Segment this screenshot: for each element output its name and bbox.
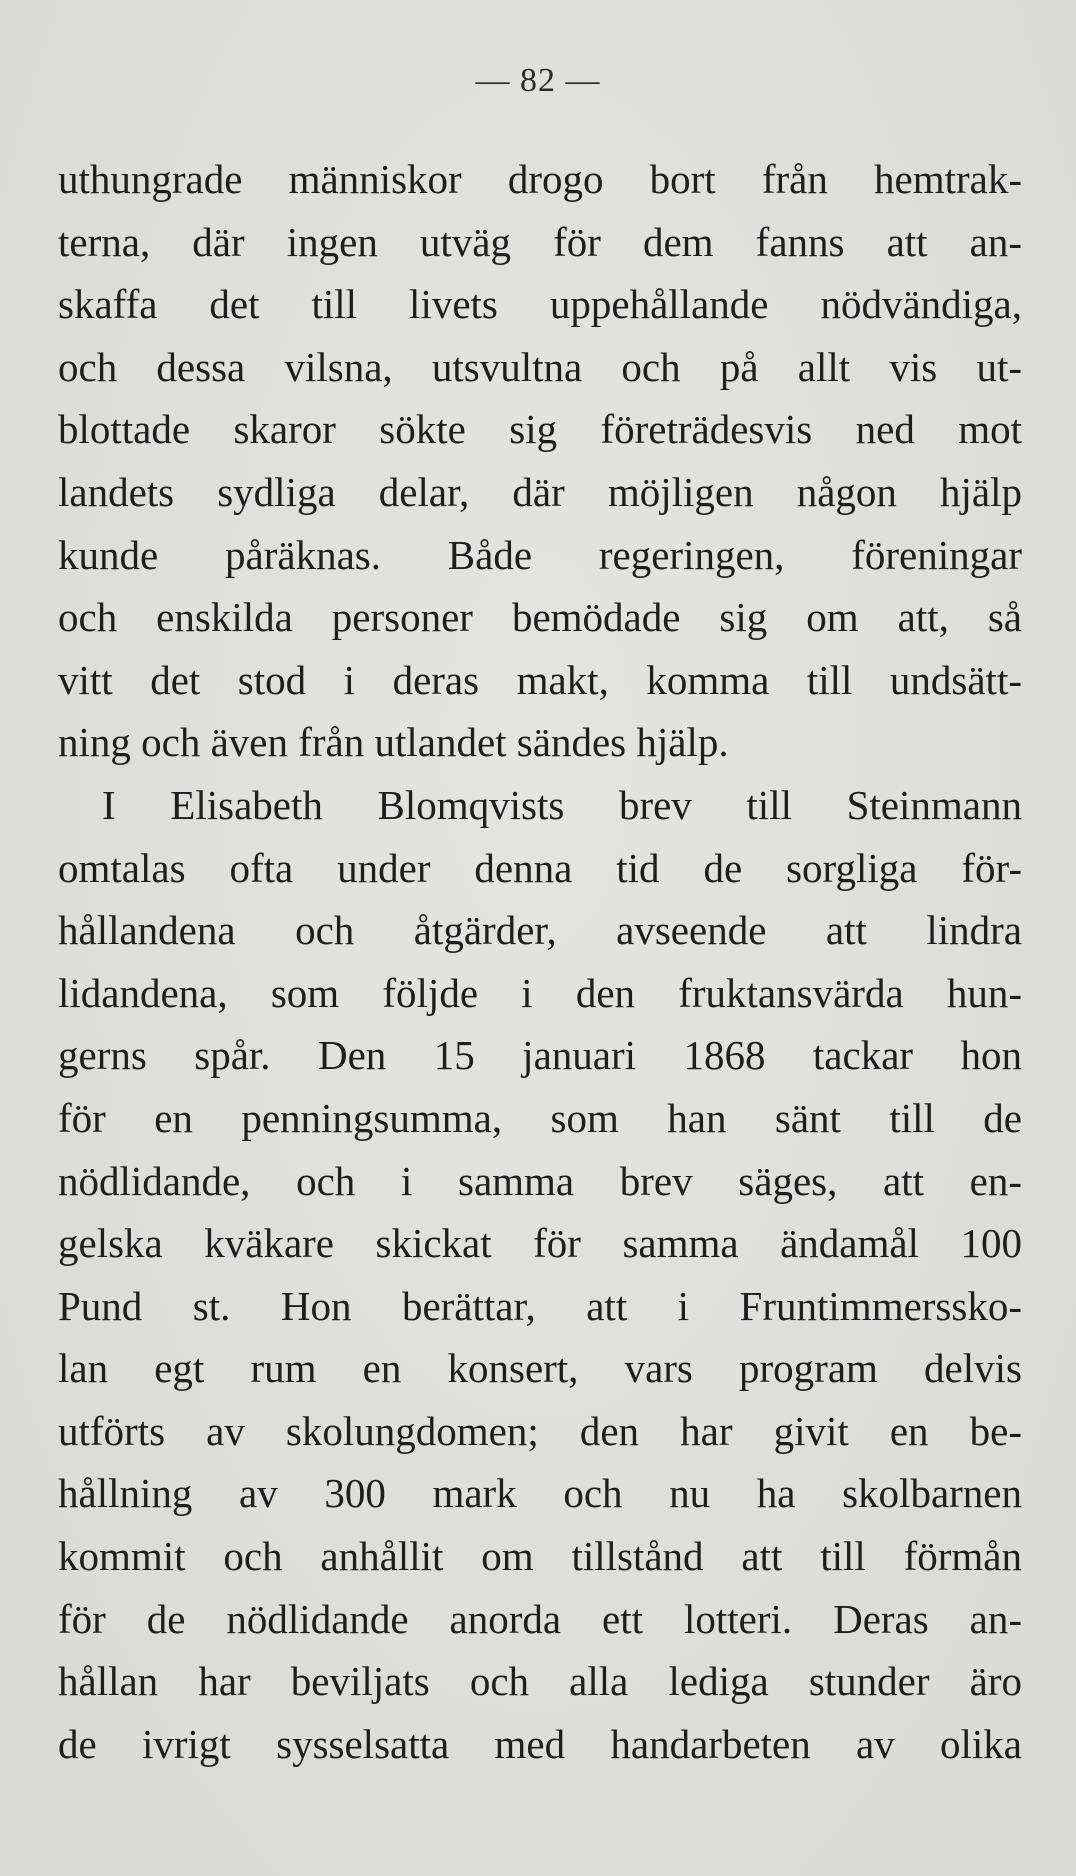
text-line: vitt det stod i deras makt, komma till undsätt- <box>58 656 1022 703</box>
text-line: hållan har beviljats och alla lediga stunder äro <box>58 1658 1022 1705</box>
page-number: — 82 — <box>475 62 601 99</box>
text-line: lidandena, som följde i den fruktansvärda hun- <box>58 969 1022 1016</box>
paragraph-first-line: I Elisabeth Blomqvists brev till Steinmann <box>102 781 1022 828</box>
paragraph-last-line: ning och även från utlandet sändes hjälp. <box>58 719 729 766</box>
text-line: och enskilda personer bemödade sig om att, så <box>58 594 1022 641</box>
text-line: omtalas ofta under denna tid de sorgliga för- <box>58 844 1022 891</box>
text-line: de ivrigt sysselsatta med handarbeten av olika <box>58 1720 1022 1767</box>
text-line: landets sydliga delar, där möjligen någon hjälp <box>58 468 1022 515</box>
text-line: kommit och anhållit om tillstånd att till förmån <box>58 1533 1022 1580</box>
text-line: hållning av 300 mark och nu ha skolbarnen <box>58 1470 1022 1517</box>
text-line: för en penningsumma, som han sänt till de <box>58 1094 1022 1141</box>
text-line: gerns spår. Den 15 januari 1868 tackar hon <box>58 1032 1022 1079</box>
text-line: terna, där ingen utväg för dem fanns att an- <box>58 218 1022 265</box>
text-line: för de nödlidande anorda ett lotteri. Deras an- <box>58 1595 1022 1642</box>
text-line: utförts av skolungdomen; den har givit en be- <box>58 1407 1022 1454</box>
text-line: Pund st. Hon berättar, att i Fruntimmerssko- <box>58 1282 1022 1329</box>
text-line: lan egt rum en konsert, vars program delvis <box>58 1345 1022 1392</box>
body-text <box>58 148 1022 1775</box>
text-line: skaffa det till livets uppehållande nödvändiga, <box>58 281 1022 328</box>
text-line: gelska kväkare skickat för samma ändamål 100 <box>58 1220 1022 1267</box>
text-line: blottade skaror sökte sig företrädesvis ned mot <box>58 406 1022 453</box>
text-line: uthungrade människor drogo bort från hemtrak- <box>58 156 1022 202</box>
text-line: nödlidande, och i samma brev säges, att en- <box>58 1157 1022 1204</box>
text-line: kunde påräknas. Både regeringen, föreningar <box>58 531 1022 578</box>
text-line: och dessa vilsna, utsvultna och på allt vis ut- <box>58 343 1022 390</box>
text-line: hållandena och åtgärder, avseende att lindra <box>58 907 1022 954</box>
